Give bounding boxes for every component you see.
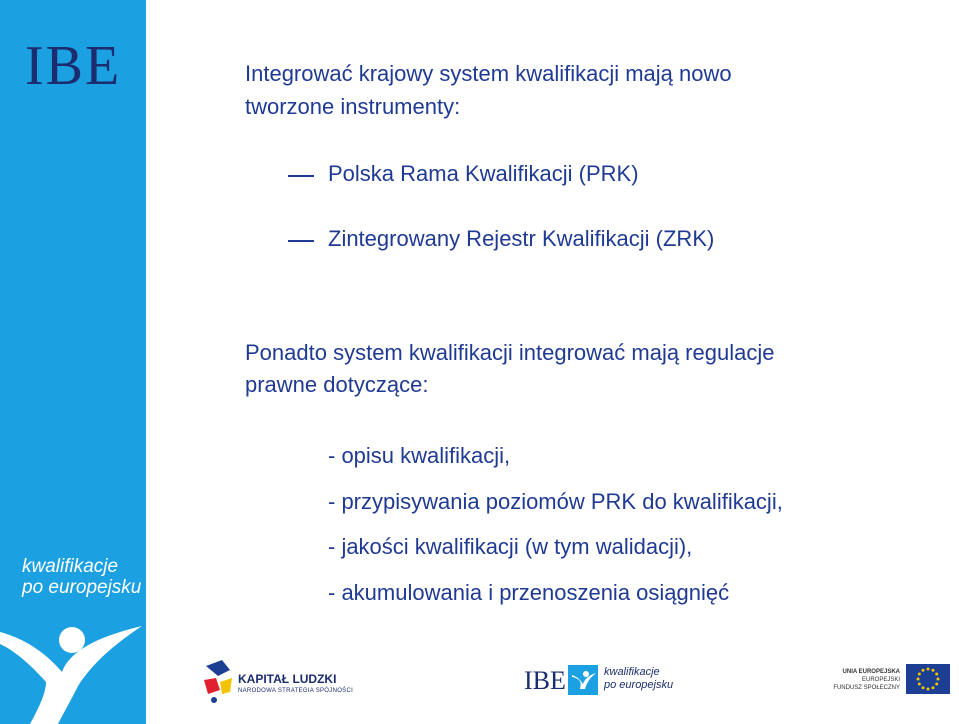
ibe-logo: IBE bbox=[25, 35, 122, 97]
tagline bbox=[22, 556, 141, 598]
instrument-item: Polska Rama Kwalifikacji (PRK) bbox=[328, 161, 639, 186]
paragraph-line-2: prawne dotyczące: bbox=[245, 372, 429, 397]
regulation-item: - akumulowania i przenoszenia osiągnięć bbox=[328, 580, 730, 605]
paragraph-line-1: Ponadto system kwalifikacji integrować mają regulacje bbox=[245, 340, 775, 365]
ibe-footer-logo: IBE bbox=[524, 666, 566, 695]
sidebar bbox=[0, 0, 146, 724]
eu-text bbox=[740, 668, 900, 692]
footer-logos bbox=[146, 648, 959, 724]
regulation-item: - jakości kwalifikacji (w tym walidacji), bbox=[328, 534, 693, 559]
kpe-logo-icon bbox=[568, 665, 598, 695]
dash-bullet bbox=[288, 175, 314, 177]
intro-line-2: tworzone instrumenty: bbox=[245, 94, 461, 119]
regulation-item: - przypisywania poziomów PRK do kwalifikacji, bbox=[328, 489, 783, 514]
eu-line-1: UNIA EUROPEJSKA bbox=[842, 669, 900, 675]
kapital-ludzki-title: KAPITAŁ LUDZKI bbox=[238, 672, 337, 686]
dash-bullet bbox=[288, 240, 314, 242]
kpe-footer-text bbox=[604, 666, 673, 692]
eu-line-2: EUROPEJSKI bbox=[861, 677, 900, 683]
intro-line-1: Integrować krajowy system kwalifikacji mają nowo bbox=[245, 61, 732, 86]
kpe-line-1: kwalifikacje bbox=[604, 666, 660, 678]
eu-flag-icon bbox=[906, 664, 950, 694]
regulation-item: - opisu kwalifikacji, bbox=[328, 443, 511, 468]
instrument-item: Zintegrowany Rejestr Kwalifikacji (ZRK) bbox=[328, 226, 715, 251]
kapital-ludzki-subtitle: NARODOWA STRATEGIA SPÓJNOŚCI bbox=[238, 688, 354, 694]
tagline-line-2: po europejsku bbox=[22, 577, 142, 598]
eu-line-3: FUNDUSZ SPOŁECZNY bbox=[833, 685, 900, 691]
kpe-line-2: po europejsku bbox=[604, 679, 674, 691]
kapital-ludzki-logo-icon bbox=[204, 660, 234, 704]
person-figure-icon bbox=[0, 610, 146, 724]
tagline-line-1: kwalifikacje bbox=[22, 556, 119, 577]
